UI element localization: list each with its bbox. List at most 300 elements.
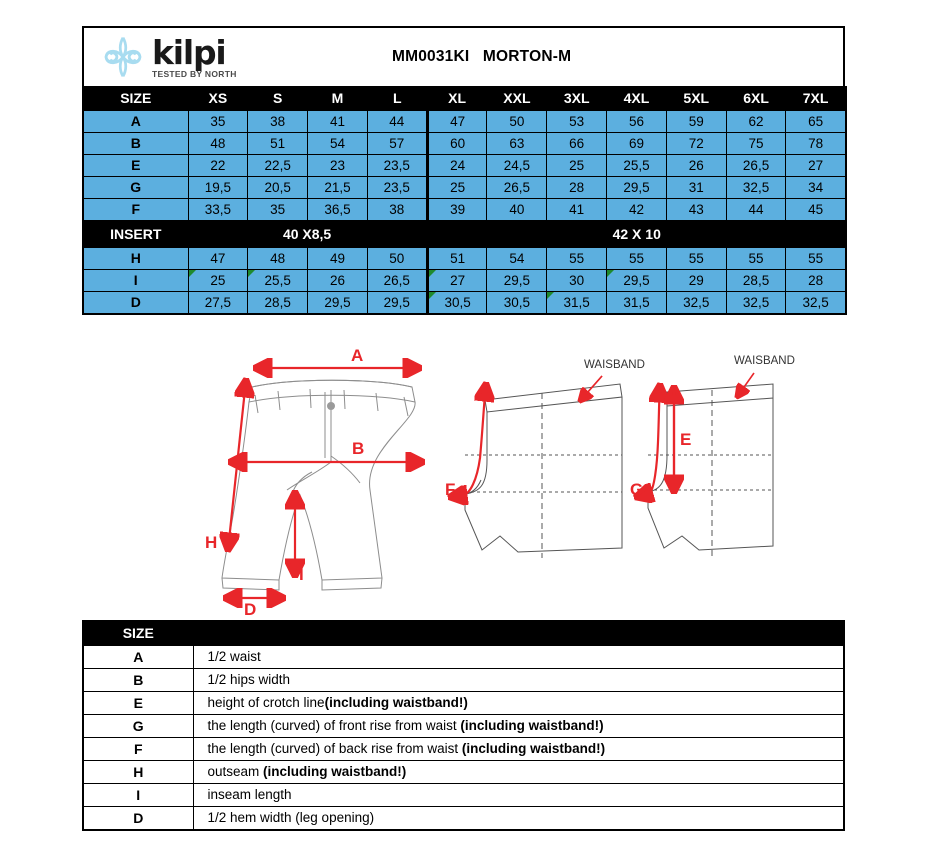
cell-value: 39 (450, 202, 466, 217)
cell-value: 48 (210, 136, 226, 151)
legend-desc-a (193, 646, 844, 669)
insert-value-left: 40 X8,5 (188, 221, 427, 247)
cell-content (308, 270, 367, 291)
cell-content (189, 248, 248, 269)
legend-desc-plain: 1/2 hips width (207, 672, 291, 687)
cell-content (487, 111, 546, 132)
cell-content (487, 248, 546, 269)
cell-value: 27 (808, 158, 824, 173)
cell-value: 42 (628, 202, 644, 217)
legend-key-d: D (83, 807, 193, 831)
cell-i-7xl (786, 270, 846, 292)
cell-h-3xl (547, 247, 607, 270)
cell-content (607, 177, 666, 198)
cell-d-xxl (487, 292, 547, 315)
cell-value: 59 (688, 114, 704, 129)
cell-f-4xl (607, 199, 667, 222)
cell-h-6xl (726, 247, 786, 270)
legend-key-g: G (83, 715, 193, 738)
cell-value: 26,5 (383, 273, 410, 288)
cell-b-l (367, 133, 427, 155)
label-A: A (351, 346, 364, 365)
cell-content (667, 133, 726, 154)
cell-h-l (367, 247, 427, 270)
cell-value: 25 (569, 158, 585, 173)
cell-a-xs (188, 110, 248, 133)
cell-content (727, 133, 786, 154)
row-label-e: E (83, 155, 188, 177)
cell-h-xl (427, 247, 487, 270)
cell-content (727, 248, 786, 269)
label-D: D (244, 600, 257, 619)
legend-header-desc (193, 621, 844, 646)
cell-value: 23 (329, 158, 345, 173)
cell-d-xs (188, 292, 248, 315)
legend-desc-b (193, 669, 844, 692)
cell-a-4xl (607, 110, 667, 133)
waisband-label-2: WAISBAND (734, 355, 795, 367)
cell-e-xl (427, 155, 487, 177)
cell-value: 24 (450, 158, 466, 173)
cell-value: 75 (748, 136, 764, 151)
cell-f-xs (188, 199, 248, 222)
header-size-7xl: 7XL (786, 87, 846, 111)
measurement-rows-top (83, 110, 846, 221)
cell-value: 44 (389, 114, 405, 129)
cell-f-l (367, 199, 427, 222)
cell-content (786, 133, 844, 154)
cell-value: 33,5 (204, 202, 232, 217)
cell-e-s (248, 155, 308, 177)
cell-value: 38 (389, 202, 405, 217)
cell-a-l (367, 110, 427, 133)
cell-content (547, 248, 606, 269)
cell-value: 21,5 (324, 180, 351, 195)
cell-b-5xl (666, 133, 726, 155)
brand-tagline: TESTED BY NORTH (152, 68, 237, 79)
cell-d-3xl (547, 292, 607, 315)
cell-content (727, 155, 786, 176)
cell-value: 26,5 (742, 158, 770, 173)
row-label-b: B (83, 133, 188, 155)
insert-row-group (83, 221, 846, 247)
cell-a-6xl (726, 110, 786, 133)
cell-value: 25 (210, 273, 226, 288)
cell-content (308, 292, 367, 313)
cell-value: 27,5 (204, 295, 232, 310)
cell-value: 20,5 (264, 180, 291, 195)
label-G: G (630, 480, 644, 499)
cell-g-xxl (487, 177, 547, 199)
cell-content (547, 292, 606, 313)
cell-content (487, 155, 546, 176)
cell-content (308, 199, 367, 220)
legend-key-h: H (83, 761, 193, 784)
label-I: I (299, 565, 304, 584)
cell-value: 51 (450, 251, 466, 266)
cell-content (727, 292, 786, 313)
cell-content (667, 270, 726, 291)
cell-value: 32,5 (742, 180, 770, 195)
header-size-6xl: 6XL (726, 87, 786, 111)
row-label-h: H (83, 247, 188, 270)
note-marker-icon (248, 270, 255, 277)
cell-i-m (308, 270, 368, 292)
cell-content (248, 155, 307, 176)
cell-value: 28,5 (742, 273, 770, 288)
back-panel-drawing (465, 376, 622, 558)
measurement-diagram-svg (82, 340, 845, 620)
cell-value: 29,5 (383, 295, 410, 310)
legend-key-a: A (83, 646, 193, 669)
cell-content (308, 155, 367, 176)
cell-g-m (308, 177, 368, 199)
cell-value: 30,5 (444, 295, 471, 310)
cell-d-m (308, 292, 368, 315)
cell-g-s (248, 177, 308, 199)
cell-value: 69 (628, 136, 644, 151)
cell-content (727, 177, 786, 198)
cell-b-3xl (547, 133, 607, 155)
header-size-s: S (248, 87, 308, 111)
legend-desc-plain: the length (curved) of front rise from waist (207, 718, 461, 733)
legend-header-row (83, 621, 844, 646)
legend-row (83, 646, 844, 669)
legend-table (82, 620, 845, 831)
cell-value: 28 (808, 273, 824, 288)
header-size-m: M (308, 87, 368, 111)
cell-value: 29,5 (623, 273, 650, 288)
cell-value: 55 (628, 251, 644, 266)
cell-content (727, 270, 786, 291)
cell-a-s (248, 110, 308, 133)
table-row (83, 133, 846, 155)
cell-content (607, 292, 666, 313)
legend-key-i: I (83, 784, 193, 807)
cell-d-s (248, 292, 308, 315)
cell-value: 54 (509, 251, 525, 266)
cell-value: 47 (210, 251, 226, 266)
note-marker-icon (547, 292, 554, 299)
cell-content (368, 199, 426, 220)
cell-value: 32,5 (742, 295, 770, 310)
cell-g-5xl (666, 177, 726, 199)
cell-b-m (308, 133, 368, 155)
label-B: B (352, 439, 365, 458)
cell-h-m (308, 247, 368, 270)
cell-i-4xl (607, 270, 667, 292)
row-label-i: I (83, 270, 188, 292)
cell-content (189, 133, 248, 154)
label-H: H (205, 533, 218, 552)
label-E: E (680, 430, 692, 449)
cell-i-6xl (726, 270, 786, 292)
cell-value: 41 (329, 114, 345, 129)
front-shorts-drawing (222, 380, 415, 590)
cell-e-5xl (666, 155, 726, 177)
cell-value: 60 (450, 136, 466, 151)
header-size-xxl: XXL (487, 87, 547, 111)
cell-h-xs (188, 247, 248, 270)
table-row (83, 177, 846, 199)
cell-content (547, 270, 606, 291)
measurement-rows-bottom (83, 247, 846, 314)
cell-value: 44 (748, 202, 764, 217)
cell-g-4xl (607, 177, 667, 199)
cell-value: 19,5 (204, 180, 232, 195)
cell-value: 55 (748, 251, 764, 266)
cell-content (607, 133, 666, 154)
cell-content (487, 292, 546, 313)
cell-value: 55 (688, 251, 704, 266)
insert-label: INSERT (83, 221, 188, 247)
legend-desc-g (193, 715, 844, 738)
cell-content (786, 270, 844, 291)
cell-content (667, 292, 726, 313)
cell-f-3xl (547, 199, 607, 222)
cell-e-l (367, 155, 427, 177)
legend-desc-bold: (including waistband!) (263, 764, 407, 779)
note-marker-icon (189, 270, 196, 277)
technical-drawings (82, 340, 845, 620)
legend-header-size: SIZE (83, 621, 193, 646)
cell-content (248, 248, 307, 269)
table-row (83, 199, 846, 222)
cell-i-xs (188, 270, 248, 292)
legend-desc-plain: 1/2 waist (207, 649, 261, 664)
cell-d-5xl (666, 292, 726, 315)
cell-value: 24,5 (503, 158, 531, 173)
chart-header (82, 26, 845, 86)
cell-content (667, 111, 726, 132)
cell-content (786, 111, 844, 132)
cell-f-m (308, 199, 368, 222)
cell-value: 31 (688, 180, 704, 195)
row-label-f: F (83, 199, 188, 222)
cell-b-xxl (487, 133, 547, 155)
cell-b-xs (188, 133, 248, 155)
cell-value: 49 (329, 251, 345, 266)
cell-content (487, 177, 546, 198)
cell-d-7xl (786, 292, 846, 315)
cell-value: 53 (569, 114, 585, 129)
cell-value: 25,5 (264, 273, 291, 288)
legend-desc-h (193, 761, 844, 784)
legend-row (83, 761, 844, 784)
cell-content (786, 199, 844, 220)
cell-h-4xl (607, 247, 667, 270)
cell-value: 45 (808, 202, 824, 217)
legend-desc-plain: the length (curved) of back rise from waist (207, 741, 462, 756)
legend-desc-plain: 1/2 hem width (leg opening) (207, 810, 375, 825)
cell-value: 66 (569, 136, 585, 151)
cell-b-6xl (726, 133, 786, 155)
cell-b-xl (427, 133, 487, 155)
cell-content (368, 248, 426, 269)
cell-value: 54 (329, 136, 345, 151)
cell-value: 30,5 (503, 295, 531, 310)
cell-value: 50 (389, 251, 405, 266)
cell-value: 50 (509, 114, 525, 129)
cell-value: 63 (509, 136, 525, 151)
cell-f-5xl (666, 199, 726, 222)
cell-value: 27 (450, 273, 466, 288)
cell-content (368, 177, 426, 198)
cell-value: 25 (450, 180, 466, 195)
header-size-xl: XL (427, 87, 487, 111)
cell-value: 35 (210, 114, 226, 129)
cell-value: 26 (688, 158, 704, 173)
cell-content (189, 292, 248, 313)
cell-content (189, 155, 248, 176)
cell-i-s (248, 270, 308, 292)
cell-i-xxl (487, 270, 547, 292)
cell-h-s (248, 247, 308, 270)
legend-row (83, 784, 844, 807)
cell-g-l (367, 177, 427, 199)
cell-value: 62 (748, 114, 764, 129)
legend-desc-i (193, 784, 844, 807)
cell-h-5xl (666, 247, 726, 270)
cell-content (487, 270, 546, 291)
cell-content (487, 133, 546, 154)
cell-content (786, 177, 844, 198)
cell-content (547, 199, 606, 220)
cell-content (607, 199, 666, 220)
cell-g-xl (427, 177, 487, 199)
cell-i-xl (427, 270, 487, 292)
cell-content (429, 111, 487, 132)
cell-content (607, 111, 666, 132)
cell-value: 48 (270, 251, 286, 266)
cell-value: 35 (270, 202, 286, 217)
cell-a-7xl (786, 110, 846, 133)
cell-content (248, 111, 307, 132)
cell-value: 47 (450, 114, 466, 129)
cell-a-5xl (666, 110, 726, 133)
cell-value: 40 (509, 202, 525, 217)
legend-desc-bold: (including waistband!) (461, 741, 606, 756)
cell-content (429, 292, 487, 313)
table-row (83, 270, 846, 292)
header-size-l: L (367, 87, 427, 111)
row-label-g: G (83, 177, 188, 199)
cell-value: 34 (808, 180, 824, 195)
cell-content (667, 199, 726, 220)
cell-value: 26,5 (503, 180, 531, 195)
cell-f-6xl (726, 199, 786, 222)
header-size-label: SIZE (83, 87, 188, 111)
cell-content (308, 111, 367, 132)
cell-content (368, 270, 426, 291)
cell-content (308, 133, 367, 154)
cell-content (547, 133, 606, 154)
cell-g-3xl (547, 177, 607, 199)
size-chart-sheet (82, 26, 845, 315)
cell-content (189, 177, 248, 198)
cell-value: 22,5 (264, 158, 291, 173)
header-size-5xl: 5XL (666, 87, 726, 111)
cell-content (667, 248, 726, 269)
cell-d-6xl (726, 292, 786, 315)
cell-content (667, 177, 726, 198)
brand-name: kilpi (152, 32, 226, 72)
kilpi-knot-logo-icon (100, 34, 146, 80)
legend-row (83, 669, 844, 692)
note-marker-icon (429, 270, 436, 277)
cell-content (429, 155, 487, 176)
table-row (83, 110, 846, 133)
cell-value: 72 (688, 136, 704, 151)
cell-e-m (308, 155, 368, 177)
legend-desc-plain: inseam length (207, 787, 292, 802)
cell-content (487, 199, 546, 220)
cell-i-5xl (666, 270, 726, 292)
cell-e-xs (188, 155, 248, 177)
cell-content (308, 248, 367, 269)
cell-value: 57 (389, 136, 405, 151)
insert-value-right: 42 X 10 (427, 221, 846, 247)
cell-content (786, 248, 844, 269)
legend-key-e: E (83, 692, 193, 715)
cell-value: 29 (688, 273, 704, 288)
cell-value: 43 (688, 202, 704, 217)
cell-value: 22 (210, 158, 226, 173)
cell-e-7xl (786, 155, 846, 177)
legend-key-b: B (83, 669, 193, 692)
cell-content (429, 199, 487, 220)
cell-content (667, 155, 726, 176)
table-row (83, 155, 846, 177)
cell-content (248, 292, 307, 313)
cell-a-xxl (487, 110, 547, 133)
insert-row (83, 221, 846, 247)
legend-row (83, 807, 844, 831)
legend-row (83, 692, 844, 715)
cell-value: 31,5 (563, 295, 590, 310)
row-label-a: A (83, 110, 188, 133)
cell-value: 55 (808, 251, 824, 266)
cell-value: 38 (270, 114, 286, 129)
header-size-xs: XS (188, 87, 248, 111)
legend-desc-d (193, 807, 844, 831)
cell-value: 29,5 (324, 295, 351, 310)
cell-content (607, 155, 666, 176)
brand-logo (100, 34, 330, 80)
cell-value: 26 (329, 273, 345, 288)
cell-i-l (367, 270, 427, 292)
cell-value: 23,5 (383, 158, 410, 173)
cell-content (368, 133, 426, 154)
cell-content (248, 199, 307, 220)
legend-desc-plain: outseam (207, 764, 264, 779)
cell-content (786, 155, 844, 176)
legend-section (82, 620, 845, 831)
cell-d-xl (427, 292, 487, 315)
cell-a-m (308, 110, 368, 133)
cell-content (189, 111, 248, 132)
cell-d-l (367, 292, 427, 315)
cell-g-6xl (726, 177, 786, 199)
cell-f-s (248, 199, 308, 222)
legend-desc-bold: (including waistband!) (324, 695, 468, 710)
header-size-4xl: 4XL (607, 87, 667, 111)
cell-b-7xl (786, 133, 846, 155)
cell-a-xl (427, 110, 487, 133)
note-marker-icon (607, 270, 614, 277)
cell-content (248, 133, 307, 154)
cell-content (786, 292, 844, 313)
